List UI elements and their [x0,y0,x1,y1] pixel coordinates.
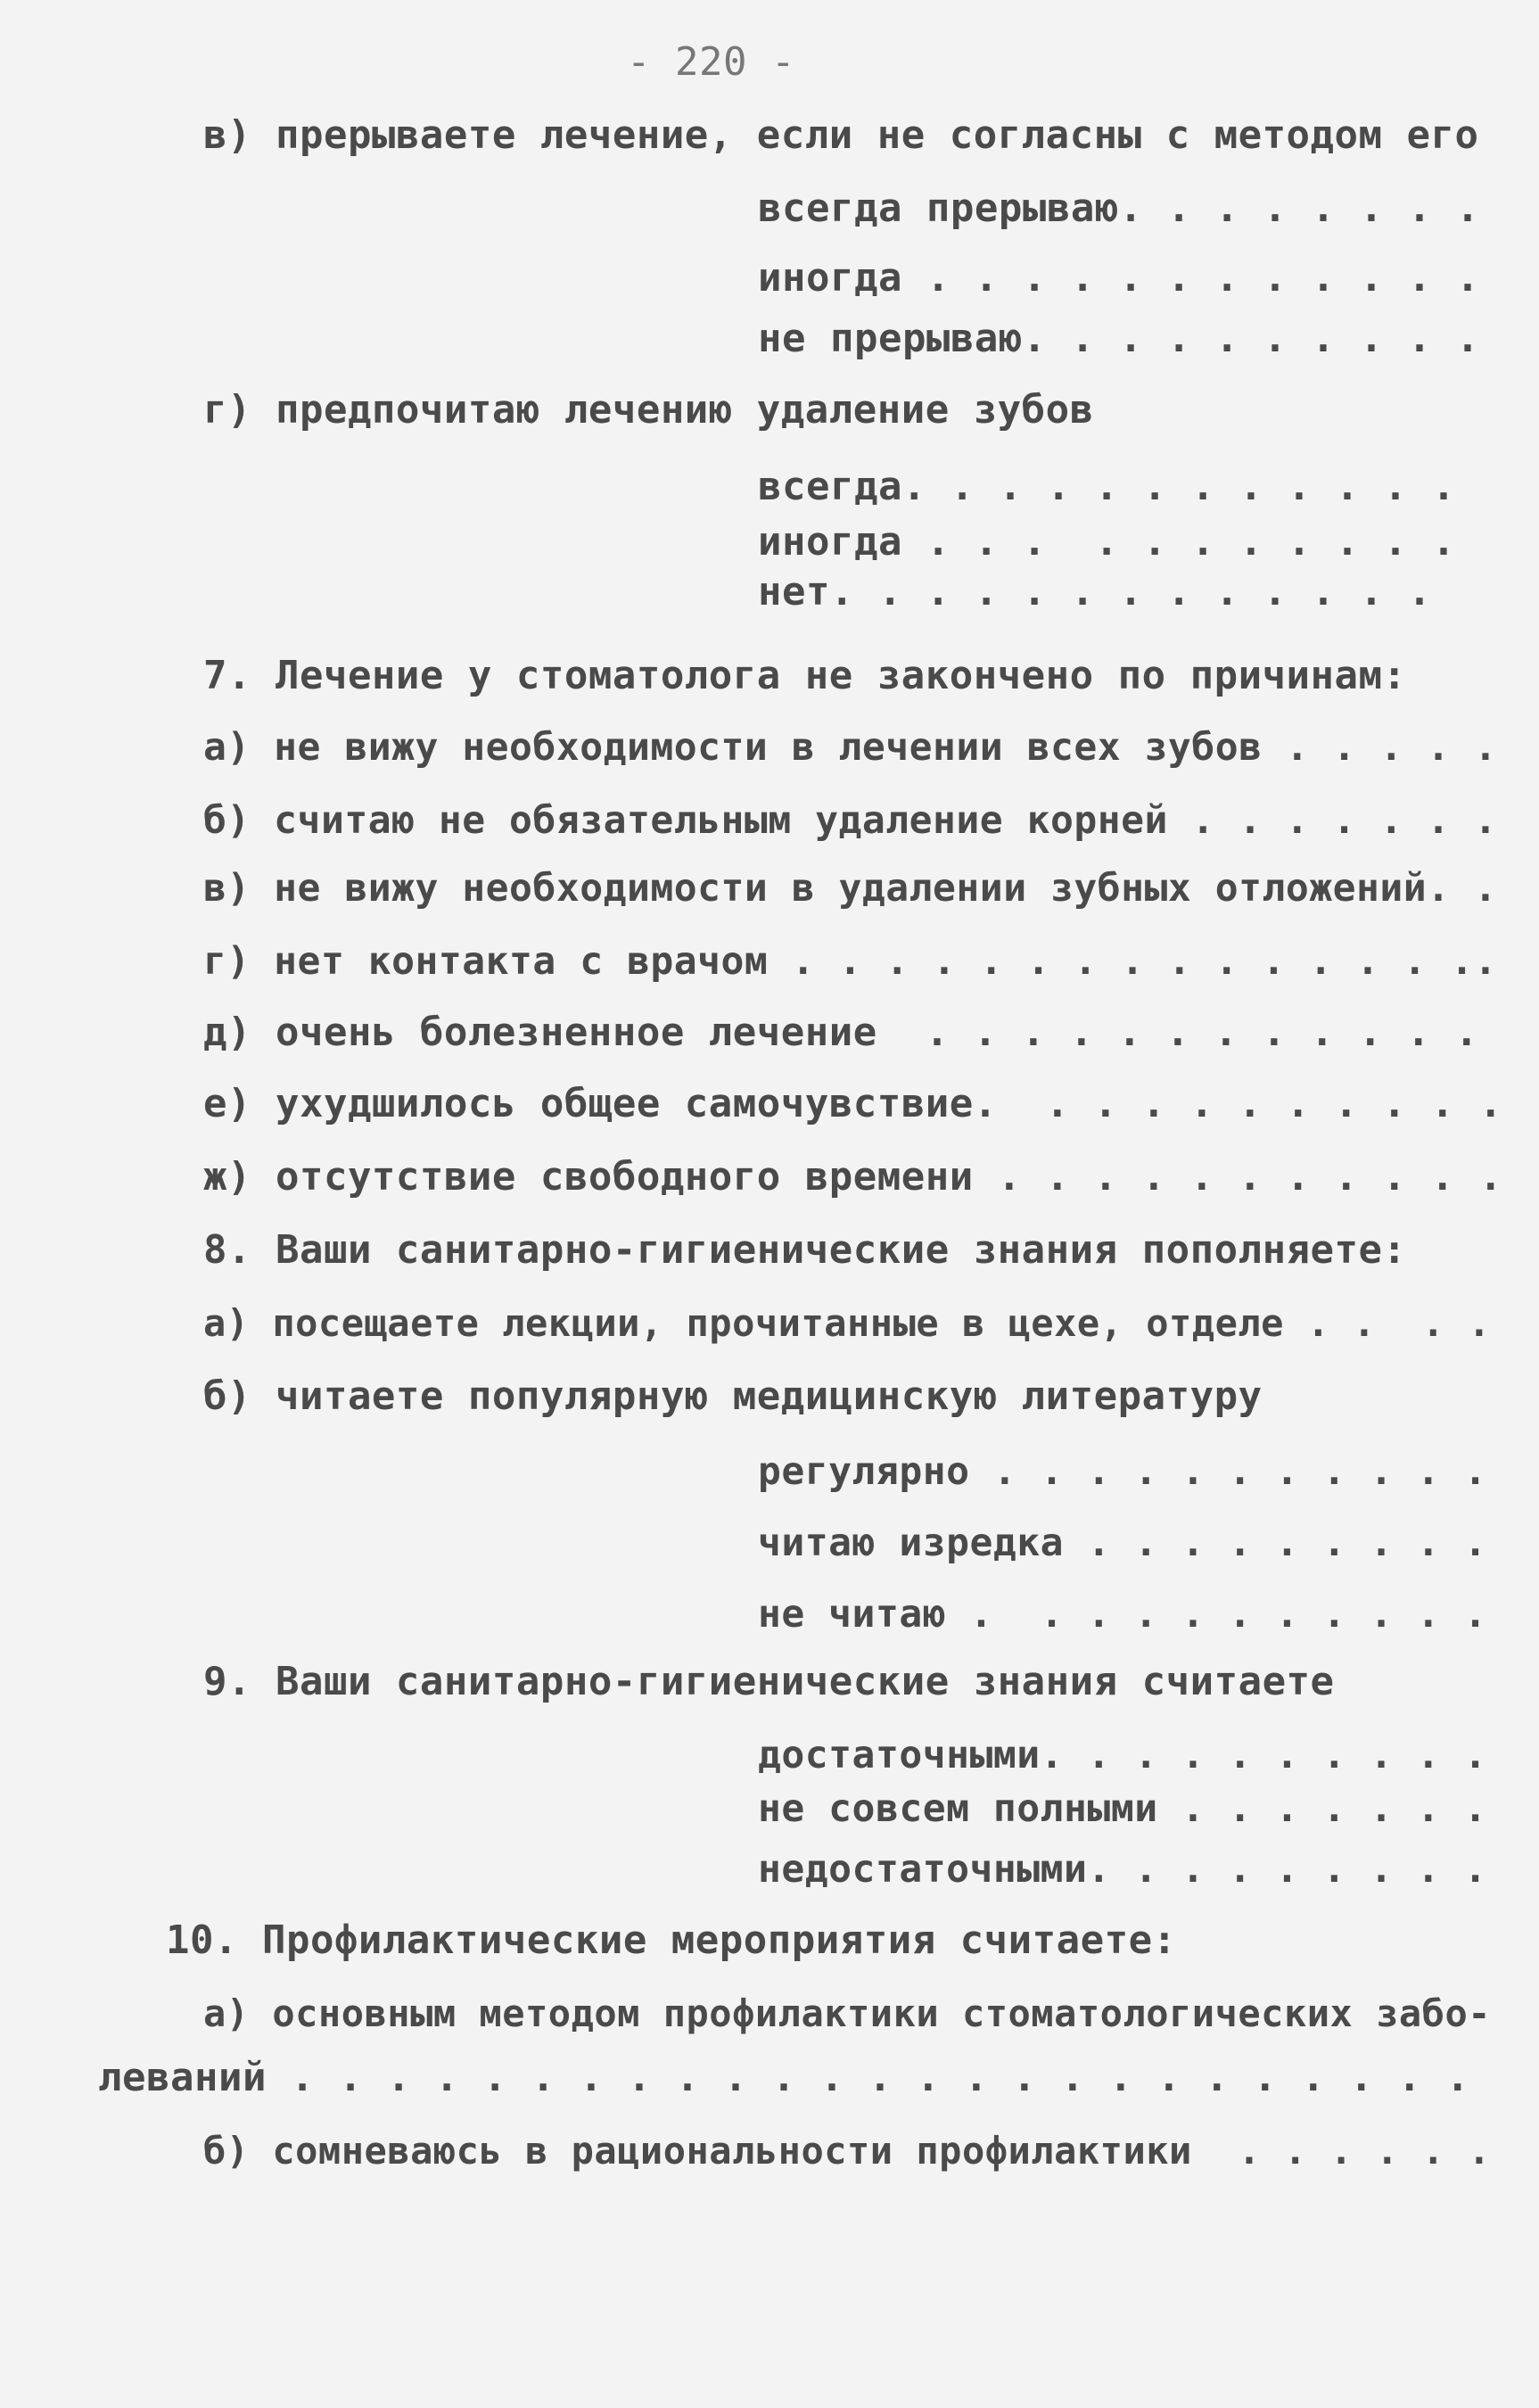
q9-option-insufficient: недостаточными. . . . . . . . . [758,1847,1488,1892]
q6v-option-never: не прерываю. . . . . . . . . . [758,316,1480,361]
q8b-option-not: не читаю . . . . . . . . . . . [758,1592,1488,1637]
q8-item-a: а) посещаете лекции, прочитанные в цехе, отделе . . . . [203,1301,1492,1345]
q9-option-sufficient: достаточными. . . . . . . . . . [758,1733,1488,1777]
q6g-option-sometimes: иногда . . . . . . . . . . . [758,519,1456,565]
q7-item-zh: ж) отсутствие свободного времени . . . . . . . . . . . [203,1154,1503,1200]
q7-item-e: е) ухудшилось общее самочувствие. . . . . . . . . . . [203,1081,1503,1126]
q8-heading: 8. Ваши санитарно-гигиенические знания пополняете: [203,1227,1407,1273]
q7-item-v: в) не вижу необходимости в удалении зубных отложений. . [203,866,1498,911]
q8-item-b: б) читаете популярную медицинскую литературу [203,1373,1263,1419]
q6v-option-sometimes: иногда . . . . . . . . . . . . [758,255,1480,301]
q10-item-b: б) сомневаюсь в рациональности профилактики . . . . . . [203,2129,1492,2173]
q6-item-v: в) прерываете лечение, если не согласны с методом его [203,112,1479,158]
q6v-option-always: всегда прерываю. . . . . . . . [758,186,1480,231]
page-number: - 220 - [627,39,795,85]
q10-heading: 10. Профилактические мероприятия считаете: [166,1917,1177,1963]
q7-item-a: а) не вижу необходимости в лечении всех зубов . . . . . [203,725,1498,770]
q8b-option-rarely: читаю изредка . . . . . . . . . [758,1521,1488,1565]
q6g-option-always: всегда. . . . . . . . . . . . [758,464,1456,509]
q10-item-a: а) основным методом профилактики стоматологических забо- [203,1992,1492,2035]
q6-item-g: г) предпочитаю лечению удаление зубов [203,387,1094,433]
q6g-option-no: нет. . . . . . . . . . . . . [758,569,1432,614]
q7-item-g: г) нет контакта с врачом . . . . . . . . . . . . . . .. [203,939,1498,984]
q9-heading: 9. Ваши санитарно-гигиенические знания считаете [203,1659,1335,1704]
q7-item-d: д) очень болезненное лечение . . . . . . . . . . . . [203,1010,1479,1055]
q9-option-partial: не совсем полными . . . . . . . [758,1786,1488,1831]
q8b-option-regularly: регулярно . . . . . . . . . . . [758,1449,1488,1494]
q10-item-a-continued: леваний . . . . . . . . . . . . . . . . . . . . . . . . . [98,2055,1470,2100]
q7-heading: 7. Лечение у стоматолога не закончено по причинам: [203,653,1407,698]
q7-item-b: б) считаю не обязательным удаление корней . . . . . . . [203,798,1498,843]
